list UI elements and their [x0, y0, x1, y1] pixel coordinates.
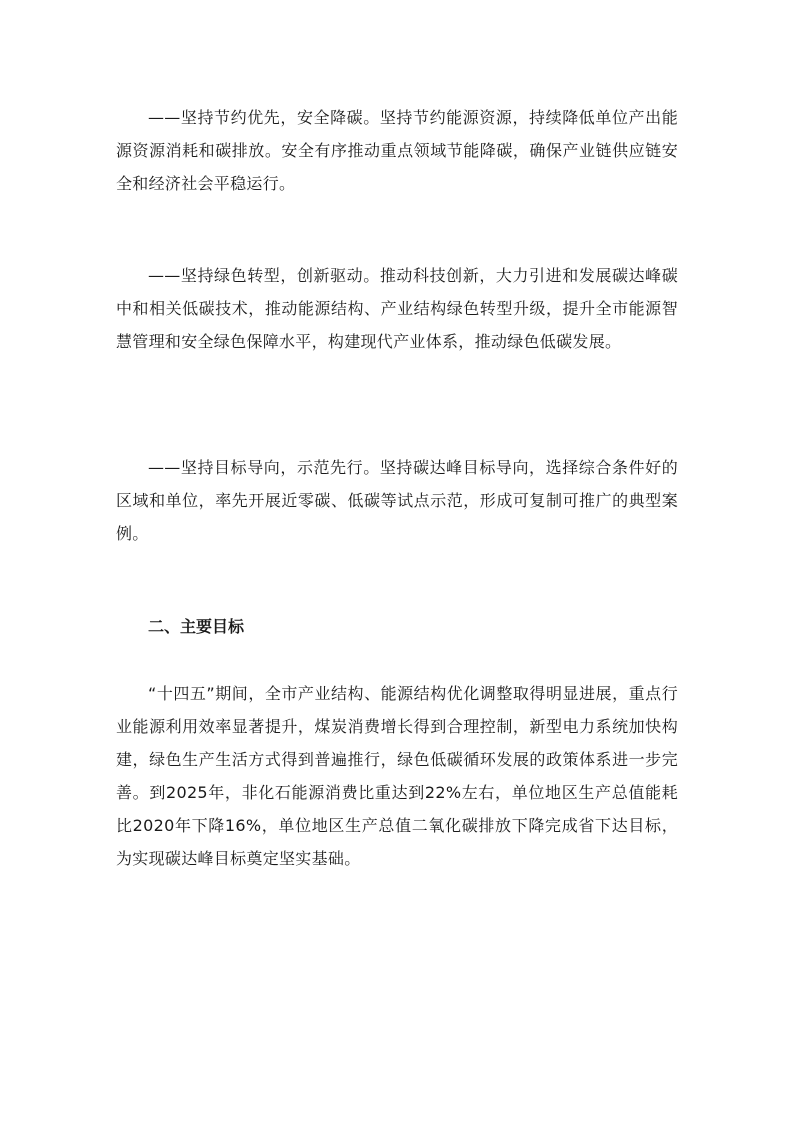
principle-paragraph-goal-oriented: ——坚持目标导向，示范先行。坚持碳达峰目标导向，选择综合条件好的区域和单位，率先开展近零碳、低碳等试点示范，形成可复制可推广的典型案例。 — [116, 458, 678, 543]
section-heading-main-goals: 二、主要目标 — [148, 617, 245, 636]
principle-paragraph-green-transition: ——坚持绿色转型，创新驱动。推动科技创新，大力引进和发展碳达峰碳中和相关低碳技术，推动能源结构、产业结构绿色转型升级，提升全市能源智慧管理和安全绿色保障水平，构建现代产业体系，推动绿色低碳发展。 — [116, 266, 678, 351]
principle-paragraph-saving: ——坚持节约优先，安全降碳。坚持节约能源资源，持续降低单位产出能源资源消耗和碳排放。安全有序推动重点领域节能降碳，确保产业链供应链安全和经济社会平稳运行。 — [116, 108, 678, 193]
main-goals-paragraph: “十四五”期间，全市产业结构、能源结构优化调整取得明显进展，重点行业能源利用效率显著提升，煤炭消费增长得到合理控制，新型电力系统加快构建，绿色生产生活方式得到普遍推行，绿色低碳循环发展的政策体系进一步完善。到2025年，非化石能源消费比重达到22%左右，单位地区生产总值能耗比2020年下降16%，单位地区生产总值二氧化碳排放下降完成省下达目标，为实现碳达峰目标奠定坚实基础。 — [116, 684, 678, 868]
